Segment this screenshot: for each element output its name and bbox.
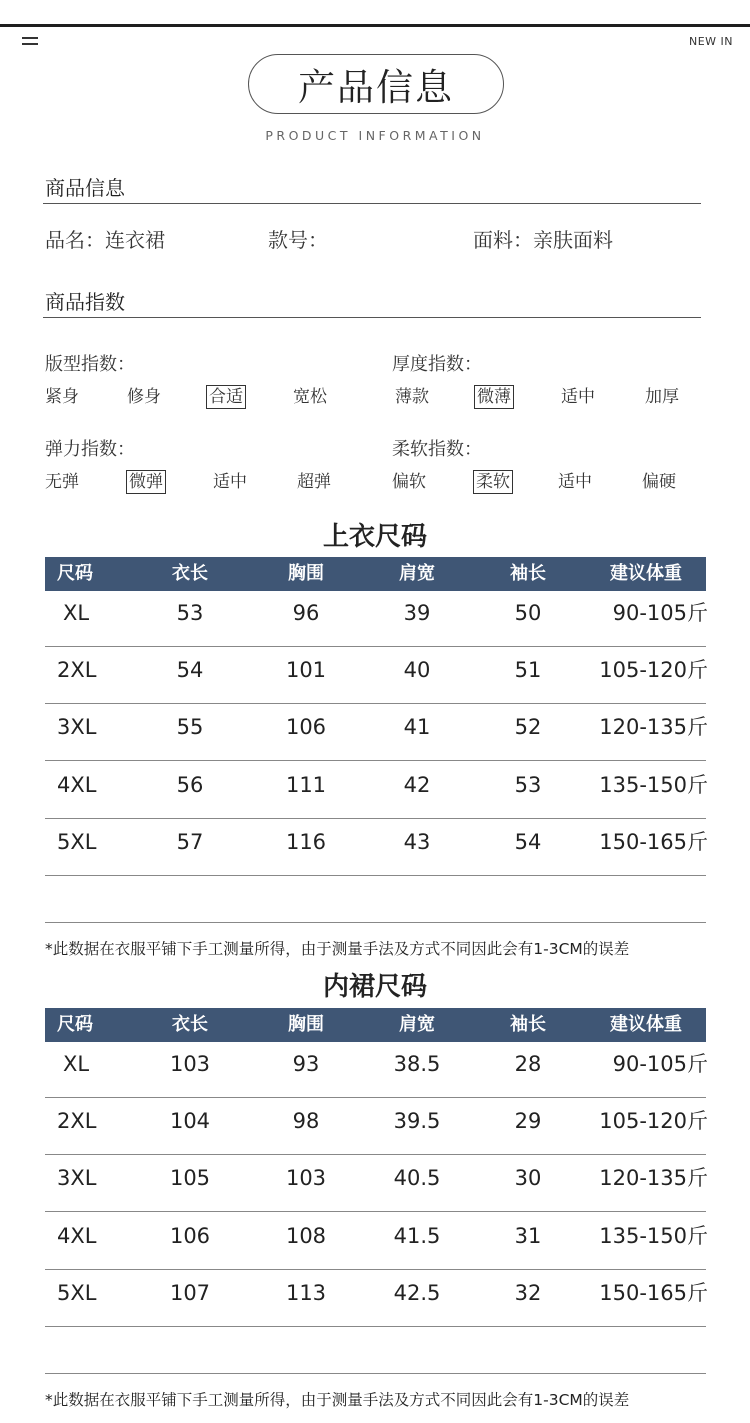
table-cell: 103 [169, 1052, 211, 1076]
table-cell: 105 [169, 1166, 211, 1191]
table-cell: 41 [403, 715, 431, 740]
table-row [45, 1213, 706, 1270]
table-cell: 43 [403, 829, 431, 854]
table-row [45, 1270, 706, 1327]
header-cell: 尺码 [57, 1014, 93, 1035]
style-number: 款号： [268, 228, 328, 252]
table-separator [45, 922, 706, 923]
header-cell: 尺码 [57, 563, 93, 584]
row-divider [45, 1326, 706, 1327]
table-cell: 3XL [57, 1166, 97, 1191]
table-cell: 52 [514, 715, 542, 740]
table-cell: 39.5 [393, 1109, 441, 1134]
table-cell: 40 [403, 658, 431, 683]
header-cell: 袖长 [510, 563, 546, 584]
table-cell: 107 [169, 1280, 211, 1305]
table-cell: 57 [176, 829, 204, 854]
fabric: 面料：亲肤面料 [473, 228, 613, 252]
index-label: 弹力指数： [45, 439, 135, 460]
table-cell: 120-135斤 [599, 715, 708, 740]
table-cell: 4XL [57, 772, 97, 797]
table-cell: 135-150斤 [599, 772, 708, 797]
header-cell: 肩宽 [399, 563, 435, 584]
table-cell: 116 [285, 829, 327, 854]
table-cell: 30 [514, 1166, 542, 1191]
table-cell: 51 [514, 658, 542, 683]
header-cell: 建议体重 [610, 563, 682, 584]
table-row [45, 762, 706, 819]
table-cell: 90-105斤 [612, 601, 708, 625]
header-cell: 胸围 [288, 563, 324, 584]
skirt-size-table-header [45, 1008, 706, 1042]
table-cell: 135-150斤 [599, 1223, 708, 1248]
table-cell: 90-105斤 [612, 1052, 708, 1076]
header-cell: 衣长 [172, 563, 208, 584]
table-separator [45, 1373, 706, 1374]
index-label: 厚度指数： [392, 354, 482, 375]
table-cell: 96 [292, 601, 320, 625]
table-cell: 29 [514, 1109, 542, 1134]
index-option: 适中 [561, 387, 595, 407]
table-cell: 104 [169, 1109, 211, 1134]
table-cell: 101 [285, 658, 327, 683]
table-cell: 56 [176, 772, 204, 797]
index-option: 宽松 [293, 387, 327, 407]
table-cell: 150-165斤 [599, 829, 708, 854]
measurement-note: *此数据在衣服平铺下手工测量所得，由于测量手法及方式不同因此会有1-3CM的误差 [45, 1391, 630, 1409]
row-divider [45, 875, 706, 876]
index-label: 柔软指数： [392, 439, 482, 460]
table-row [45, 1155, 706, 1212]
header-cell: 建议体重 [610, 1014, 682, 1035]
table-cell: 2XL [57, 1109, 97, 1134]
product-info-heading: 商品信息 [45, 176, 125, 200]
table-cell: 39 [403, 601, 431, 625]
table-row [45, 647, 706, 704]
table-cell: 54 [514, 829, 542, 854]
index-option: 薄款 [395, 387, 429, 407]
table-cell: 5XL [57, 1280, 97, 1305]
table-cell: 31 [514, 1223, 542, 1248]
table-row [45, 819, 706, 876]
index-option: 适中 [558, 472, 592, 492]
table-cell: 50 [514, 601, 542, 625]
new-in-label: NEW IN [688, 35, 733, 48]
measurement-note: *此数据在衣服平铺下手工测量所得，由于测量手法及方式不同因此会有1-3CM的误差 [45, 940, 630, 958]
index-option: 偏硬 [642, 472, 676, 492]
table-cell: 54 [176, 658, 204, 683]
header-cell: 袖长 [510, 1014, 546, 1035]
table-row [45, 590, 706, 647]
index-option-selected: 柔软 [473, 470, 513, 494]
table-cell: 150-165斤 [599, 1280, 708, 1305]
table-row [45, 704, 706, 761]
table-cell: 42 [403, 772, 431, 797]
index-label: 版型指数： [45, 354, 135, 375]
table-cell: 53 [514, 772, 542, 797]
table-cell: 42.5 [393, 1280, 441, 1305]
index-option: 修身 [127, 387, 161, 407]
table-cell: 98 [292, 1109, 320, 1134]
index-option-selected: 微薄 [474, 385, 514, 409]
table-cell: XL [63, 1052, 90, 1076]
index-option: 适中 [213, 472, 247, 492]
table-cell: 4XL [57, 1223, 97, 1248]
table-cell: 111 [285, 772, 327, 797]
table-cell: 93 [292, 1052, 320, 1076]
table-cell: 120-135斤 [599, 1166, 708, 1191]
index-option: 无弹 [45, 472, 79, 492]
table-cell: 28 [514, 1052, 542, 1076]
index-option: 超弹 [297, 472, 331, 492]
section-divider [43, 203, 701, 204]
page-title: 产品信息 [248, 54, 504, 114]
menu-icon[interactable] [22, 37, 38, 47]
table-cell: 41.5 [393, 1223, 441, 1248]
table-cell: 105-120斤 [599, 658, 708, 683]
top-size-table-title: 上衣尺码 [322, 522, 427, 552]
page-subtitle: PRODUCT INFORMATION [265, 128, 485, 143]
table-cell: XL [63, 601, 90, 625]
table-row [45, 1098, 706, 1155]
table-cell: 108 [285, 1223, 327, 1248]
top-size-table-header [45, 557, 706, 591]
table-cell: 103 [285, 1166, 327, 1191]
product-name: 品名：连衣裙 [45, 228, 165, 252]
index-option-selected: 微弹 [126, 470, 166, 494]
section-divider [43, 317, 701, 318]
table-cell: 2XL [57, 658, 97, 683]
table-cell: 3XL [57, 715, 97, 740]
table-cell: 106 [169, 1223, 211, 1248]
table-cell: 38.5 [393, 1052, 441, 1076]
index-option: 加厚 [645, 387, 679, 407]
table-cell: 40.5 [393, 1166, 441, 1191]
header-cell: 肩宽 [399, 1014, 435, 1035]
skirt-size-table-title: 内裙尺码 [322, 972, 427, 1002]
index-option: 紧身 [45, 387, 79, 407]
table-cell: 113 [285, 1280, 327, 1305]
table-row [45, 1041, 706, 1098]
table-cell: 53 [176, 601, 204, 625]
index-option-selected: 合适 [206, 385, 246, 409]
product-index-heading: 商品指数 [45, 290, 125, 314]
table-cell: 106 [285, 715, 327, 740]
header-cell: 胸围 [288, 1014, 324, 1035]
table-cell: 55 [176, 715, 204, 740]
top-divider [0, 24, 750, 27]
index-option: 偏软 [392, 472, 426, 492]
table-cell: 5XL [57, 829, 97, 854]
header-cell: 衣长 [172, 1014, 208, 1035]
table-cell: 105-120斤 [599, 1109, 708, 1134]
table-cell: 32 [514, 1280, 542, 1305]
